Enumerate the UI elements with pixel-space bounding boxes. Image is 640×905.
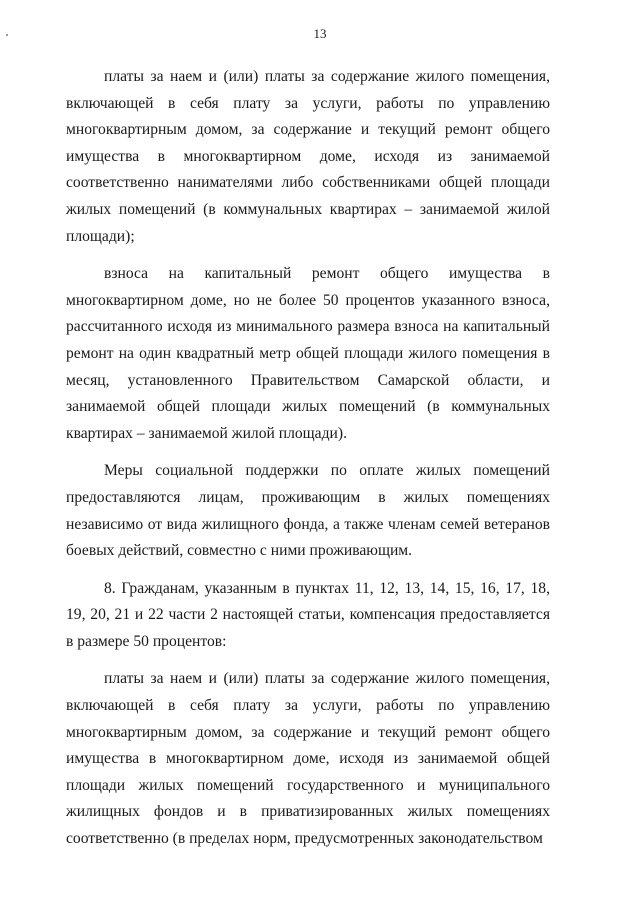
paragraph-housing-fee-continued: платы за наем и (или) платы за содержание жилого помещения, включающей в себя плату за услуги, работы по управлению многоквартирным домом, за содержание и текущий ремонт общего имущества в многоквартирном доме, исходя из занимаемой общей площади жилых помещений государственного и муниципального жилищных фондов и в приватизированных жилых помещениях соответственно (в пределах норм, предусмотренных законодательством [66,670,550,848]
paragraph-capital-repair: взноса на капитальный ремонт общего имущества в многоквартирном доме, но не более 50 процентов указанного взноса, рассчитанного исходя из минимального размера взноса на капитальный ремонт на один квадратный метр общей площади жилого помещения в месяц, установленного Правительством Самарской области, и занимаемой общей площади жилых помещений (в коммунальных квартирах – занимаемой жилой площади). [66,265,550,442]
paragraph-housing-fee: платы за наем и (или) платы за содержание жилого помещения, включающей в себя плату за услуги, работы по управлению многоквартирным домом, за содержание и текущий ремонт общего имущества в многоквартирном доме, исходя из занимаемой соответственно нанимателями либо собственниками общей площади жилых помещений (в коммунальных квартирах – занимаемой жилой площади); [66,68,550,245]
document-body [66,64,550,853]
paragraph-support-measures: Меры социальной поддержки по оплате жилых помещений предоставляются лицам, проживающим в жилых помещениях независимо от вида жилищного фонда, а также членам семей ветеранов боевых действий, совместно с ними проживающим. [66,462,550,560]
page-number: 13 [313,26,327,41]
paragraph-item-8: 8. Гражданам, указанным в пунктах 11, 12, 13, 14, 15, 16, 17, 18, 19, 20, 21 и 22 части 2 настоящей статьи, компенсация предоставляется в размере 50 процентов: [66,579,550,650]
